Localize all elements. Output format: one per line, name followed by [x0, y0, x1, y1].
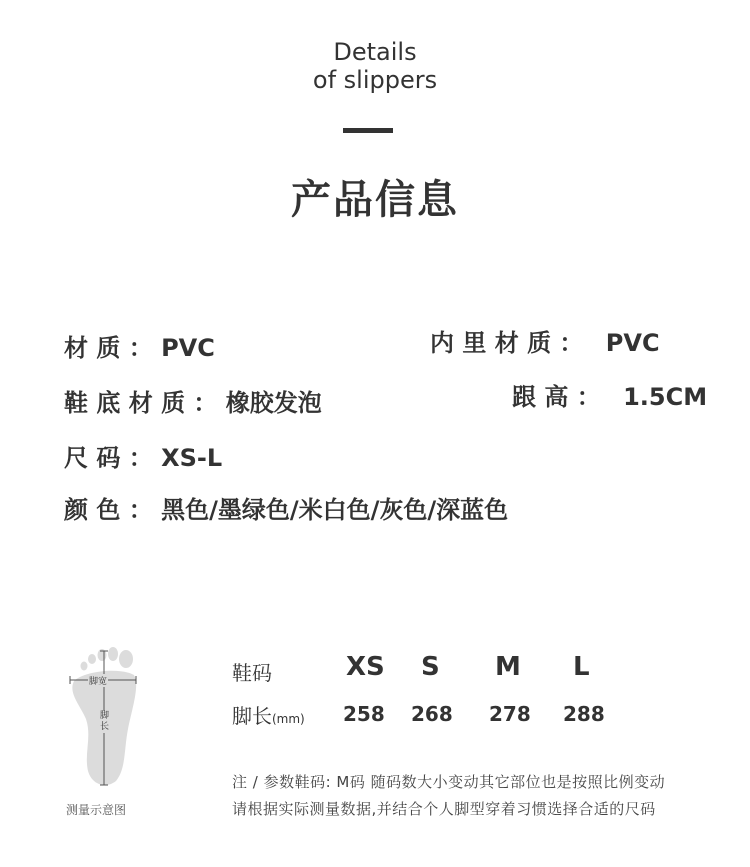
length-row-label: [232, 700, 305, 729]
size-xs: XS: [346, 652, 385, 682]
size-m: M: [495, 652, 521, 682]
spec-heel-label: 跟 高 ：: [512, 383, 601, 411]
length-s: 268: [411, 702, 453, 726]
note-line-2: 请根据实际测量数据,并结合个人脚型穿着习惯选择合适的尺码: [232, 800, 656, 818]
spec-lining-value: PVC: [605, 329, 660, 357]
title-en: [0, 38, 750, 94]
spec-material: [64, 328, 215, 363]
spec-size-label: 尺 码 ：: [64, 444, 153, 472]
spec-color: [64, 490, 508, 525]
length-unit: (mm): [272, 712, 305, 726]
title-en-line1: Details: [333, 38, 417, 66]
spec-sole-label: 鞋 底 材 质 ：: [64, 389, 218, 417]
title-divider: [343, 128, 393, 133]
size-row-label: 鞋码: [232, 661, 272, 685]
foot-length-label-1: 脚: [100, 711, 110, 721]
spec-size-value: XS-L: [161, 444, 223, 472]
spec-color-label: 颜 色 ：: [64, 496, 153, 524]
foot-caption: 测量示意图: [66, 803, 127, 817]
spec-size: [64, 438, 222, 473]
spec-lining-label: 内 里 材 质 ：: [430, 329, 584, 357]
size-s: S: [421, 652, 440, 682]
spec-heel: [512, 377, 707, 412]
title-en-line2: of slippers: [312, 66, 438, 94]
spec-sole-value: 橡胶发泡: [225, 389, 322, 417]
foot-length-label: [99, 711, 110, 733]
note-line-1: 注 / 参数鞋码: M码 随码数大小变动其它部位也是按照比例变动: [232, 773, 666, 791]
foot-length-label-2: 长: [100, 722, 110, 732]
size-l: L: [573, 652, 590, 682]
length-label: 脚长: [232, 704, 272, 728]
spec-material-value: PVC: [161, 334, 215, 362]
spec-heel-value: 1.5CM: [623, 383, 708, 411]
length-l: 288: [563, 702, 605, 726]
page-title: 产品信息: [291, 177, 459, 223]
spec-material-label: 材 质 ：: [64, 334, 153, 362]
length-xs: 258: [343, 702, 385, 726]
spec-sole: [64, 383, 322, 418]
length-m: 278: [489, 702, 531, 726]
spec-lining: [430, 323, 660, 358]
spec-color-value: 黑色/墨绿色/米白色/灰色/深蓝色: [161, 496, 509, 524]
foot-diagram: [62, 645, 142, 790]
foot-width-label: 脚宽: [88, 674, 108, 687]
